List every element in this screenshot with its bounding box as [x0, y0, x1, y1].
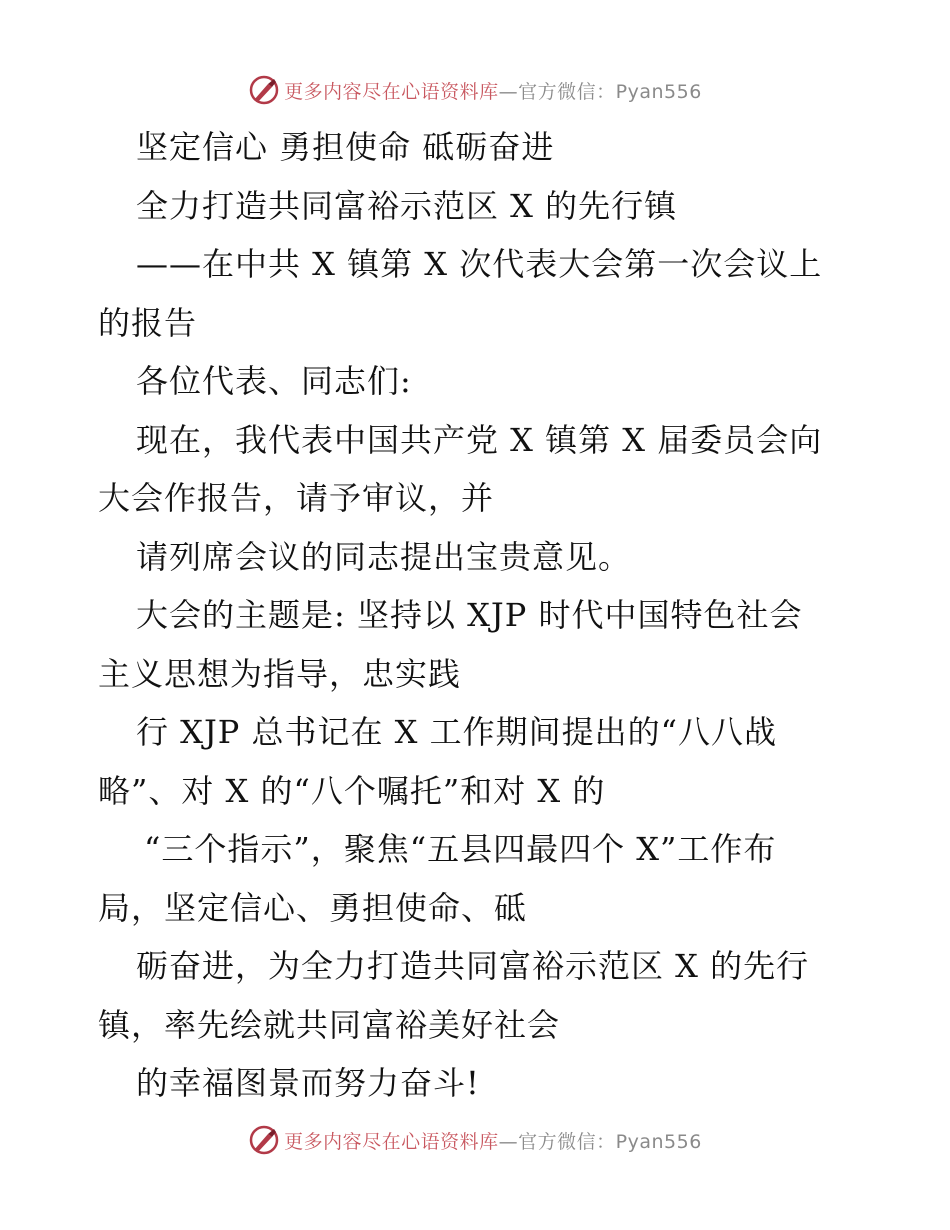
paragraph-line: 大会的主题是: 坚持以 XJP 时代中国特色社会 [136, 596, 803, 634]
paragraph-line: 砺奋进，为全力打造共同富裕示范区 X 的先行 [136, 947, 810, 985]
paragraph-line: 镇，率先绘就共同富裕美好社会 [98, 1005, 561, 1044]
paragraph-line: 略”、对 X 的“八个嘱托”和对 X 的 [98, 771, 606, 810]
paragraph-line: 大会作报告，请予审议，并 [98, 479, 495, 517]
doc-subtitle-line-1: ——在中共 X 镇第 X 次代表大会第一次会议上 [136, 245, 823, 283]
paragraph-line: 现在，我代表中国共产党 X 镇第 X 届委员会向 [136, 420, 823, 459]
doc-subtitle-line-2: 的报告 [98, 303, 198, 342]
doc-title-line-2: 全力打造共同富裕示范区 X 的先行镇 [136, 186, 678, 225]
doc-title-line-1: 坚定信心 勇担使命 砥砺奋进 [136, 128, 555, 166]
paragraph-line: 局，坚定信心、勇担使命、砥 [98, 888, 528, 927]
salutation: 各位代表、同志们: [136, 362, 412, 400]
paragraph-line: 行 XJP 总书记在 X 工作期间提出的“八八战 [136, 713, 777, 751]
paragraph-line: 请列席会议的同志提出宝贵意见。 [136, 537, 632, 576]
pen-logo-icon [248, 1124, 280, 1156]
document-body [98, 118, 858, 1113]
footer-watermark [0, 1120, 950, 1160]
watermark-text: 更多内容尽在心语资料库—官方微信：Pyan556 [284, 1130, 702, 1153]
paragraph-line: “三个指示”，聚焦“五县四最四个 X”工作布 [144, 830, 777, 868]
header-watermark [0, 70, 950, 110]
watermark-text: 更多内容尽在心语资料库—官方微信：Pyan556 [284, 80, 702, 103]
paragraph-line: 主义思想为指导，忠实践 [98, 654, 462, 693]
paragraph-line: 的幸福图景而努力奋斗! [136, 1064, 480, 1102]
pen-logo-icon [248, 74, 280, 106]
